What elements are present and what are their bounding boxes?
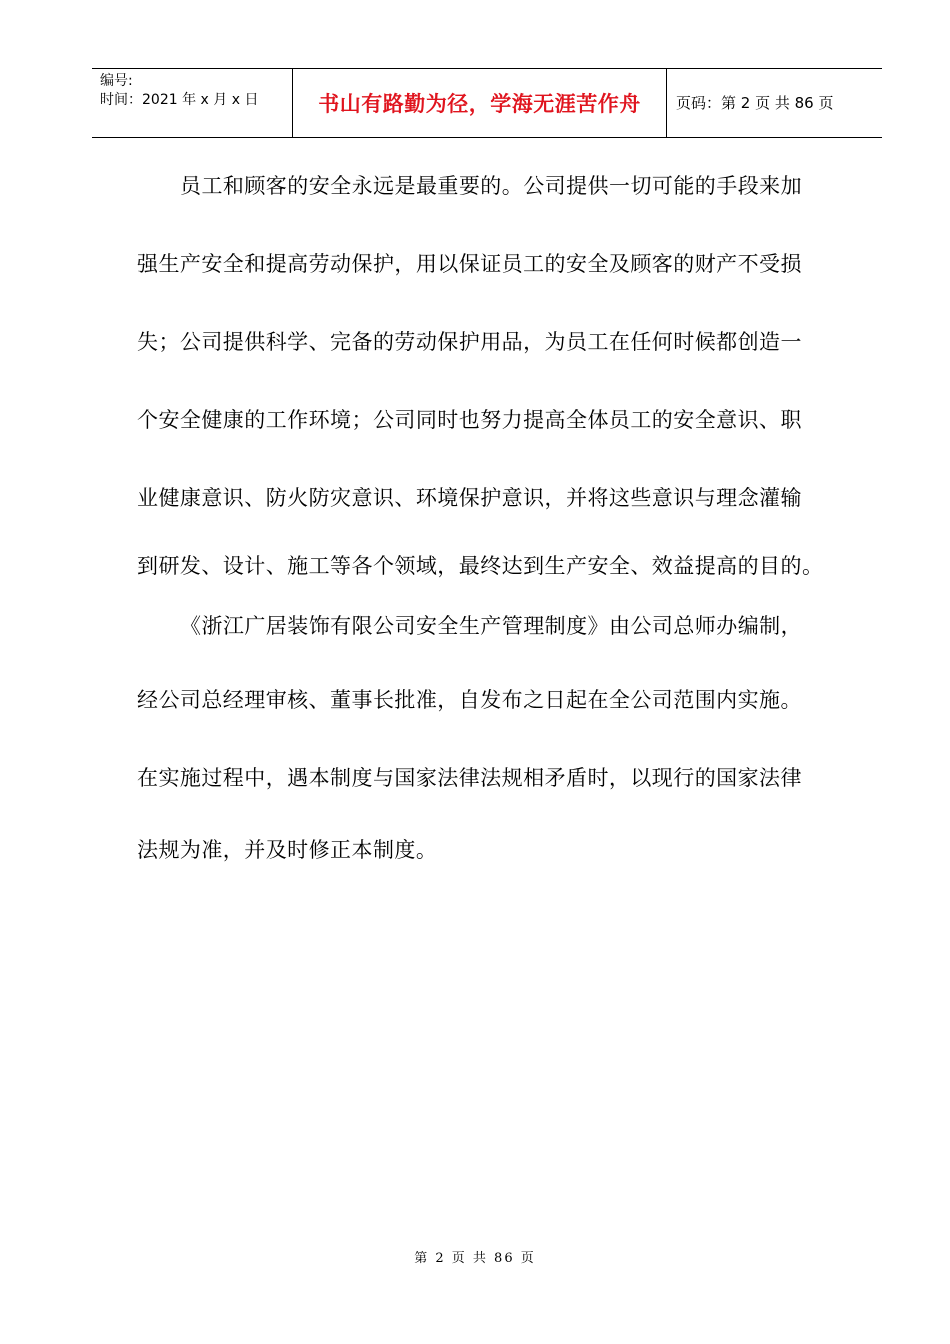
- body-line: 法规为准，并及时修正本制度。: [137, 838, 438, 862]
- body-line: 业健康意识、防火防灾意识、环境保护意识，并将这些意识与理念灌输: [137, 486, 802, 510]
- header-page-cell: [666, 69, 882, 137]
- page-header: [92, 68, 882, 138]
- page-footer: 第 2 页 共 86 页: [414, 1251, 536, 1266]
- header-motto-cell: [292, 69, 667, 137]
- body-line: 在实施过程中，遇本制度与国家法律法规相矛盾时，以现行的国家法律: [137, 766, 802, 790]
- motto-text: 书山有路勤为径，学海无涯苦作舟: [318, 92, 641, 116]
- body-line: 员工和顾客的安全永远是最重要的。公司提供一切可能的手段来加: [180, 174, 803, 198]
- header-info-cell: [92, 69, 292, 137]
- serial-number-label: 编号:: [100, 73, 133, 89]
- body-line: 强生产安全和提高劳动保护，用以保证员工的安全及顾客的财产不受损: [137, 252, 802, 276]
- body-line: 个安全健康的工作环境；公司同时也努力提高全体员工的安全意识、职: [137, 408, 802, 432]
- body-line: 经公司总经理审核、董事长批准，自发布之日起在全公司范围内实施。: [137, 688, 802, 712]
- date-label: 时间：2021 年 x 月 x 日: [100, 92, 259, 108]
- page-code-label: 页码：第 2 页 共 86 页: [676, 94, 834, 112]
- body-line: 到研发、设计、施工等各个领域，最终达到生产安全、效益提高的目的。: [137, 554, 824, 578]
- body-line: 《浙江广居装饰有限公司安全生产管理制度》由公司总师办编制，: [180, 614, 803, 638]
- body-line: 失；公司提供科学、完备的劳动保护用品，为员工在任何时候都创造一: [137, 330, 802, 354]
